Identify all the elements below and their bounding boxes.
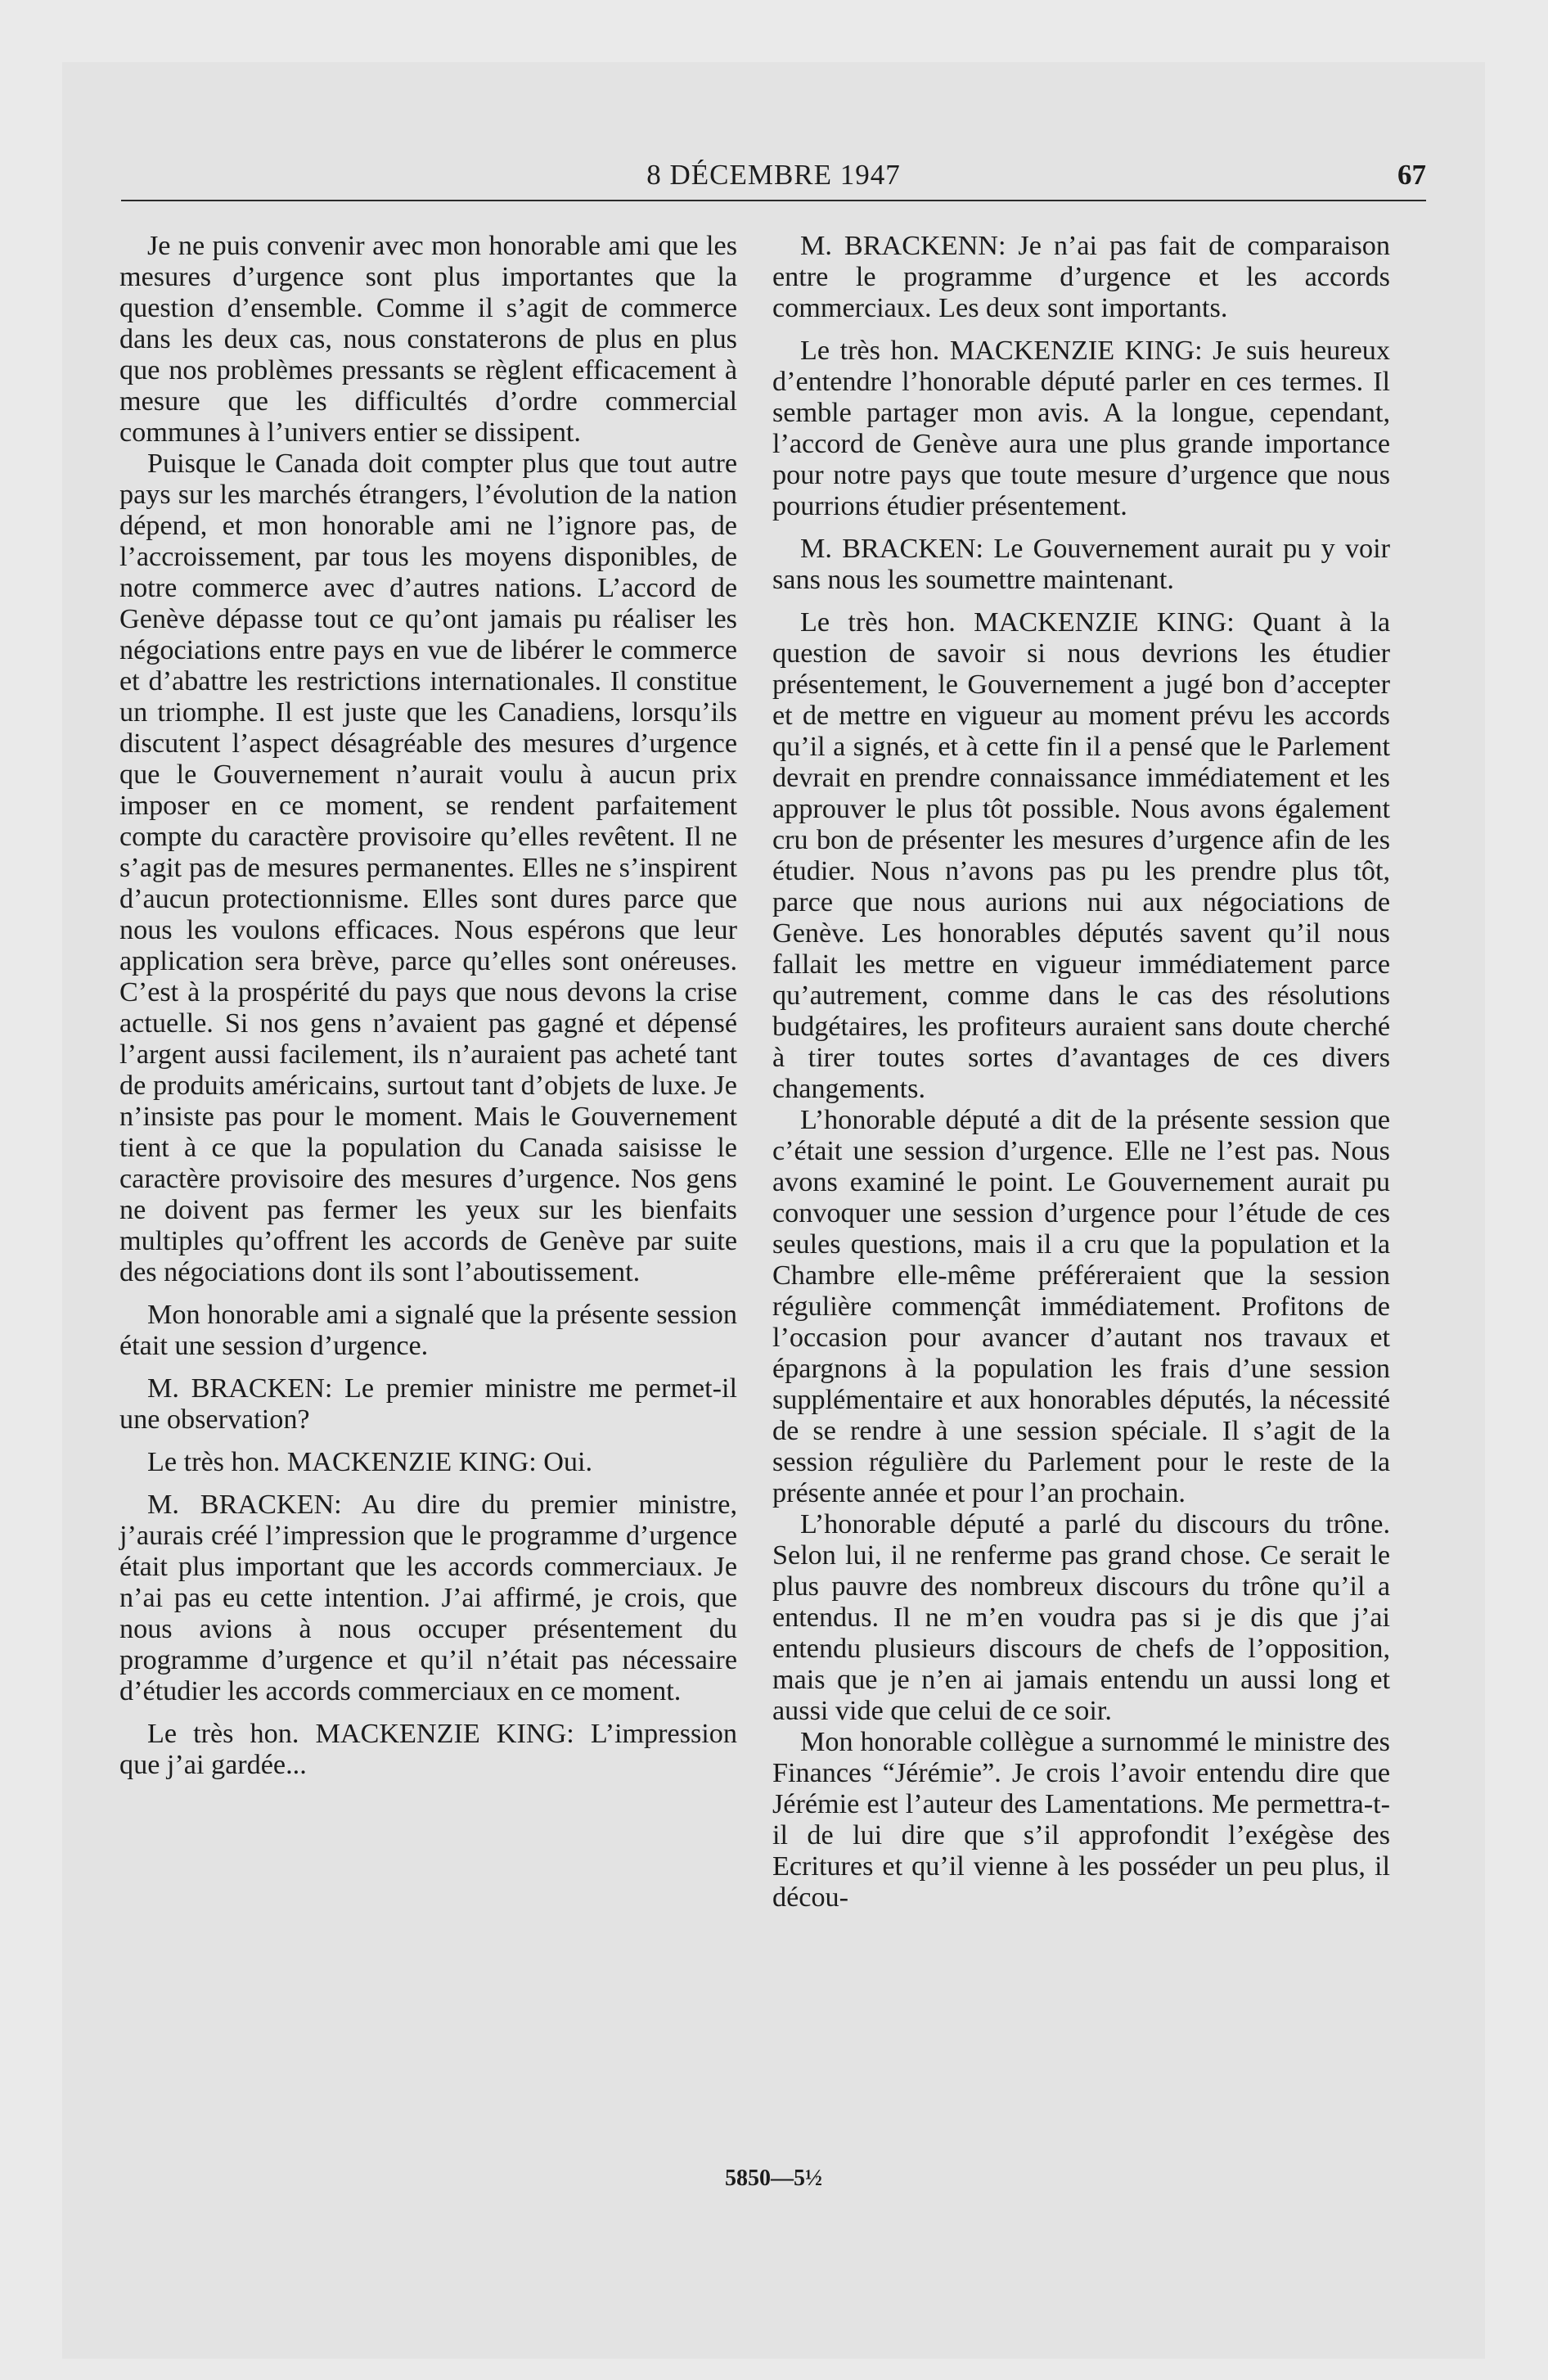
page-signature: 5850—5½: [725, 2166, 822, 2191]
paragraph: Mon honorable collègue a surnommé le ministre des Finances “Jérémie”. Je crois l’avoir entendu dire que Jérémie est l’auteur des Lamentations. Me permettra-t-il de lui dire que s’il approfondit l’exégèse des Ecritures et qu’il vienne à les posséder un peu plus, il décou-: [772, 1727, 1390, 1913]
paragraph: M. BRACKEN: Le Gouvernement aurait pu y voir sans nous les soumettre maintenant.: [772, 534, 1390, 595]
paragraph: Le très hon. MACKENZIE KING: Quant à la question de savoir si nous devrions les étudier présentement, le Gouvernement a jugé bon d’accepter et de mettre en vigueur au moment prévu les accords qu’il a signés, et à cette fin il a pensé que le Parlement devrait en prendre connaissance immédiatement et les approuver le plus tôt possible. Nous avons également cru bon de présenter les mesures d’urgence afin de les étudier. Nous n’avons pas pu les prendre plus tôt, parce que nous aurions nui aux négociations de Genève. Les honorables députés savent qu’il nous fallait les mettre en vigueur immédiatement parce qu’autrement, comme dans le cas des résolutions budgétaires, les profiteurs auraient sans doute cherché à tirer toutes sortes d’avantages de ces divers changements.: [772, 607, 1390, 1104]
paragraph: Le très hon. MACKENZIE KING: L’impression que j’ai gardée...: [119, 1719, 737, 1780]
header-rule: [121, 200, 1426, 201]
paragraph: Je ne puis convenir avec mon honorable ami que les mesures d’urgence sont plus importantes que la question d’ensemble. Comme il s’agit de commerce dans les deux cas, nous constaterons de plus en plus que nos problèmes pressants se règlent efficacement à mesure que les difficultés d’ordre commercial communes à l’univers entier se dissipent.: [119, 231, 737, 448]
paragraph: M. BRACKEN: Le premier ministre me permet-il une observation?: [119, 1373, 737, 1435]
paragraph: M. BRACKEN: Au dire du premier ministre, j’aurais créé l’impression que le programme d’urgence était plus important que les accords commerciaux. Je n’ai pas eu cette intention. J’ai affirmé, je crois, que nous avions à nous occuper présentement du programme d’urgence et qu’il n’était pas nécessaire d’étudier les accords commerciaux en ce moment.: [119, 1490, 737, 1706]
right-column: [772, 231, 1390, 1913]
paragraph: Le très hon. MACKENZIE KING: Oui.: [147, 1447, 593, 1477]
paragraph: Le très hon. MACKENZIE KING: Je suis heureux d’entendre l’honorable député parler en ces termes. Il semble partager mon avis. A la longue, cependant, l’accord de Genève aura une plus grande importance pour notre pays que toute mesure d’urgence que nous pourrions étudier présentement.: [772, 336, 1390, 521]
left-column: [119, 231, 737, 1781]
paragraph: L’honorable député a dit de la présente session que c’était une session d’urgence. Elle ne l’est pas. Nous avons examiné le point. Le Gouvernement aurait pu convoquer une session d’urgence pour l’étude de ces seules questions, mais il a cru que la population et la Chambre elle-même préféreraient que la session régulière commençât immédiatement. Profitons de l’occasion pour avancer d’autant nos travaux et épargnons à la population les frais d’une session supplémentaire et aux honorables députés, la nécessité de se rendre à une session spéciale. Il s’agit de la session régulière du Parlement pour le reste de la présente année et pour l’an prochain.: [772, 1105, 1390, 1508]
paragraph: Puisque le Canada doit compter plus que tout autre pays sur les marchés étrangers, l’évolution de la nation dépend, et mon honorable ami ne l’ignore pas, de l’accroissement, par tous les moyens disponibles, de notre commerce avec d’autres nations. L’accord de Genève dépasse tout ce qu’ont jamais pu réaliser les négociations entre pays en vue de libérer le commerce et d’abattre les restrictions internationales. Il constitue un triomphe. Il est juste que les Canadiens, lorsqu’ils discutent l’aspect désagréable des mesures d’urgence que le Gouvernement n’aurait voulu à aucun prix imposer en ce moment, se rendent parfaitement compte du caractère provisoire qu’elles revêtent. Il ne s’agit pas de mesures permanentes. Elles ne s’inspirent d’aucun protectionnisme. Elles sont dures parce que nous les voulons efficaces. Nous espérons que leur application sera brève, parce qu’elles sont onéreuses. C’est à la prospérité du pays que nous devons la crise actuelle. Si nos gens n’avaient pas gagné et dépensé l’argent aussi facilement, ils n’auraient pas acheté tant de produits américains, surtout tant d’objets de luxe. Je n’insiste pas pour le moment. Mais le Gouvernement tient à ce que la population du Canada saisisse le caractère provisoire des mesures d’urgence. Nos gens ne doivent pas fermer les yeux sur les bienfaits multiples qu’offrent les accords de Genève par suite des négociations dont ils sont l’aboutissement.: [119, 449, 737, 1287]
page-header: [121, 159, 1426, 193]
paragraph: M. BRACKENN: Je n’ai pas fait de comparaison entre le programme d’urgence et les accords commerciaux. Les deux sont importants.: [772, 231, 1390, 323]
page-number: 67: [1397, 159, 1426, 191]
header-date: 8 DÉCEMBRE 1947: [646, 159, 901, 191]
paragraph: Mon honorable ami a signalé que la présente session était une session d’urgence.: [119, 1300, 737, 1361]
document-page: [62, 62, 1485, 2359]
paragraph: L’honorable député a parlé du discours du trône. Selon lui, il ne renferme pas grand chose. Ce serait le plus pauvre des nombreux discours du trône qu’il a entendus. Il ne m’en voudra pas si je dis que j’ai entendu plusieurs discours de chefs de l’opposition, mais que je n’en ai jamais entendu un aussi long et aussi vide que celui de ce soir.: [772, 1509, 1390, 1726]
